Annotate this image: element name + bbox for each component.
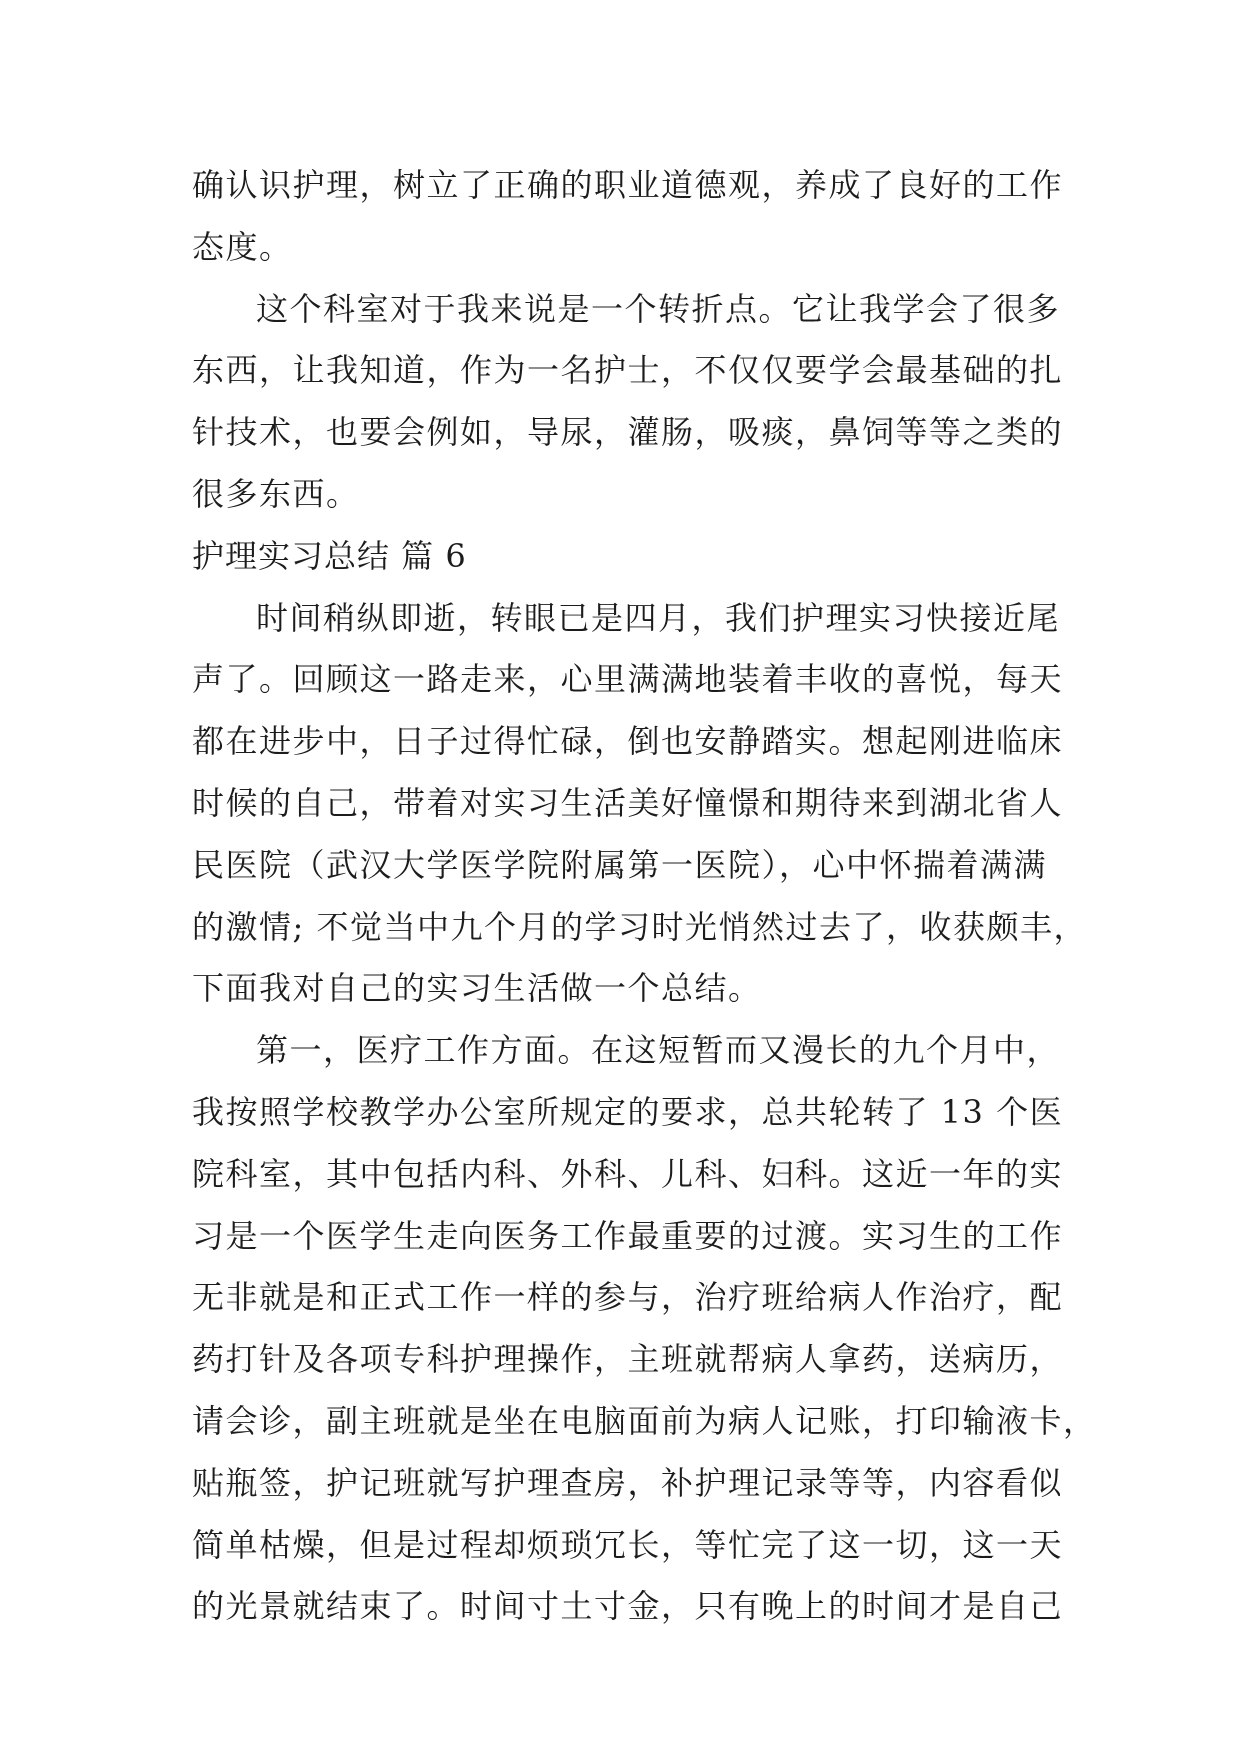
text-line: 请会诊，副主班就是坐在电脑面前为病人记账，打印输液卡，	[192, 1401, 1097, 1440]
text-line: 贴瓶签，护记班就写护理查房，补护理记录等等，内容看似	[192, 1463, 1064, 1502]
text-line: 针技术，也要会例如，导尿，灌肠，吸痰，鼻饲等等之类的	[192, 413, 1064, 452]
text-line: 下面我对自己的实习生活做一个总结。	[192, 969, 762, 1008]
text-line: 的光景就结束了。时间寸土寸金，只有晚上的时间才是自己	[192, 1587, 1064, 1626]
text-line: 民医院（武汉大学医学院附属第一医院），心中怀揣着满满	[192, 845, 1048, 884]
section-heading: 护理实习总结 篇 6	[192, 536, 467, 575]
text-line: 习是一个医学生走向医务工作最重要的过渡。实习生的工作	[192, 1216, 1064, 1255]
text-line: 第一，医疗工作方面。在这短暂而又漫长的九个月中，	[256, 1031, 1061, 1070]
text-line: 时候的自己，带着对实习生活美好憧憬和期待来到湖北省人	[192, 783, 1064, 822]
text-line: 简单枯燥，但是过程却烦琐冗长，等忙完了这一切，这一天	[192, 1525, 1064, 1564]
text-line: 这个科室对于我来说是一个转折点。它让我学会了很多	[256, 289, 1061, 328]
text-line: 院科室，其中包括内科、外科、儿科、妇科。这近一年的实	[192, 1154, 1064, 1193]
text-line: 态度。	[192, 227, 293, 266]
document-body	[192, 155, 1097, 1638]
text-line: 确认识护理，树立了正确的职业道德观，养成了良好的工作	[192, 166, 1064, 204]
text-line: 东西，让我知道，作为一名护士，不仅仅要学会最基础的扎	[192, 351, 1064, 390]
text-line: 药打针及各项专科护理操作，主班就帮病人拿药，送病历，	[192, 1340, 1064, 1379]
text-line: 时间稍纵即逝，转眼已是四月，我们护理实习快接近尾	[256, 598, 1061, 637]
text-line: 无非就是和正式工作一样的参与，治疗班给病人作治疗，配	[192, 1278, 1064, 1317]
text-line: 的激情; 不觉当中九个月的学习时光悄然过去了，收获颇丰，	[192, 907, 1087, 946]
text-line: 我按照学校教学办公室所规定的要求，总共轮转了 13 个医	[192, 1092, 1064, 1131]
text-line: 都在进步中，日子过得忙碌，倒也安静踏实。想起刚进临床	[192, 722, 1064, 761]
text-line: 很多东西。	[192, 474, 360, 513]
text-line: 声了。回顾这一路走来，心里满满地装着丰收的喜悦，每天	[192, 660, 1064, 699]
